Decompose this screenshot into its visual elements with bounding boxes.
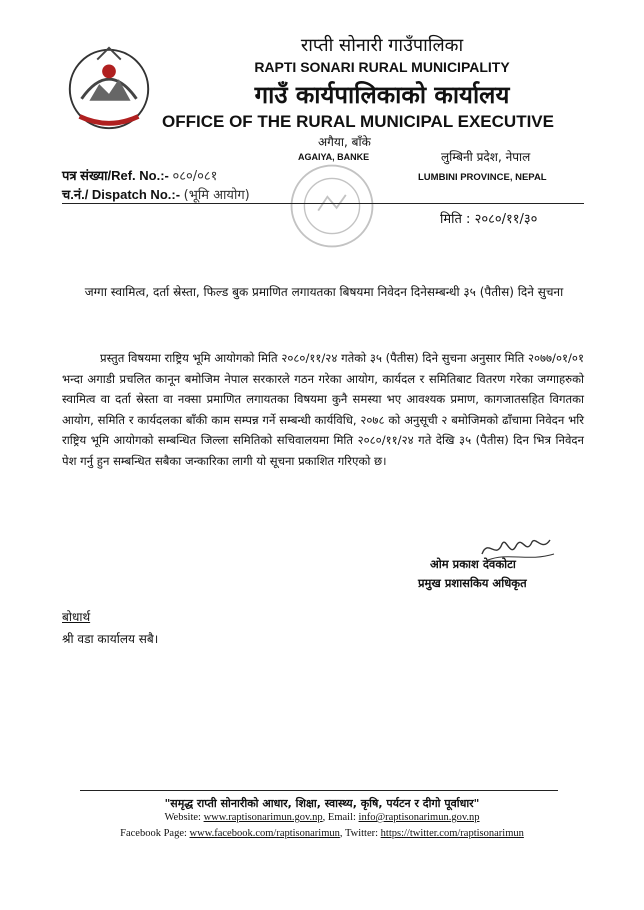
website-link[interactable]: www.raptisonarimun.gov.np (203, 812, 323, 823)
footer-slogan: "समृद्ध राप्ती सोनारीको आधार, शिक्षा, स्वास्थ्य, कृषि, पर्यटन र दीगो पूर्वाधार" (164, 797, 480, 810)
reference-label: पत्र संख्या/Ref. No.:- (62, 168, 169, 183)
notice-subject: जग्गा स्वामित्व, दर्ता स्रेस्ता, फिल्ड बुक प्रमाणित लगायतका बिषयमा निवेदन दिनेसम्बन्धी ३५ (पैतीस) दिने सुचना (84, 285, 564, 299)
office-stamp (286, 160, 378, 252)
address-np: अगैया, बाँके (318, 135, 371, 149)
email-link[interactable]: info@raptisonarimun.gov.np (358, 812, 480, 823)
dispatch-value: (भूमि आयोग) (183, 188, 250, 203)
province-np: लुम्बिनी प्रदेश, नेपाल (441, 150, 531, 164)
address-en: AGAIYA, BANKE (298, 152, 370, 162)
office-name-np: गाउँ कार्यपालिकाको कार्यालय (254, 81, 510, 109)
footer-divider (80, 790, 558, 791)
facebook-link[interactable]: www.facebook.com/raptisonarimun (189, 828, 340, 839)
notice-body: प्रस्तुत विषयमा राष्ट्रिय भूमि आयोगको मिति २०८०/११/२४ गतेको ३५ (पैतीस) दिने सुचना अनुसार मिति २०७७/०१/०१ भन्दा अगाडी प्रचलित कानून बमोजिम नेपाल सरकारले गठन गरेका आयोग, कार्यदल र समितिबाट वितरण गरेका जग्गाहरुको स्वामित्व वा दर्ता स्रेस्ता वा नक्सा प्रमाणित लगायतका विषयमा कुनै समस्या भए आवश्यक प्रमाण, कागजातसहित विगतका आयोग, समिति र कार्यदलका बाँकी काम सम्पन्न गर्ने सम्बन्धी कार्यविधि, २०७८ को अनुसूची २ बमोजिमको ढाँचामा निवेदन भरि राष्ट्रिय भूमि आयोगको सम्बन्धित जिल्ला समितिको सचिवालयमा मिति २०८०/११/२४ गते देखि ३५ (पैतीस) दिन भित्र निवेदन पेश गर्नु हुन सम्बन्धित सबैका जन्कारिका लागी यो सूचना प्रकाशित गरिएको छ। (62, 351, 584, 468)
twitter-link[interactable]: https://twitter.com/raptisonarimun (380, 828, 524, 839)
header-divider (62, 203, 584, 204)
footer-social (0, 828, 644, 839)
province-en: LUMBINI PROVINCE, NEPAL (418, 172, 547, 183)
letter-date: मिति : २०८०/११/३० (440, 212, 538, 227)
reference-value: ०८०/०८१ (172, 169, 218, 184)
reference-number (62, 166, 217, 184)
email-label: , Email: (322, 812, 356, 823)
office-name-en: OFFICE OF THE RURAL MUNICIPAL EXECUTIVE (162, 112, 554, 131)
cc-recipient: श्री वडा कार्यालय सबै। (62, 632, 159, 646)
signatory-title: प्रमुख प्रशासकिय अधिकृत (418, 576, 527, 590)
municipality-name-np: राप्ती सोनारी गाउँपालिका (300, 35, 464, 56)
twitter-label: , Twitter: (339, 828, 379, 839)
facebook-label: Facebook Page: (120, 828, 187, 839)
signatory-name: ओम प्रकाश देवकोटा (430, 557, 516, 571)
cc-heading: बोधार्थ (62, 610, 91, 624)
dispatch-number (62, 185, 250, 203)
website-label: Website: (164, 812, 201, 823)
dispatch-label: च.नं./ Dispatch No.:- (62, 187, 181, 202)
footer-contact (0, 812, 644, 823)
municipality-name-en: RAPTI SONARI RURAL MUNICIPALITY (254, 59, 510, 75)
